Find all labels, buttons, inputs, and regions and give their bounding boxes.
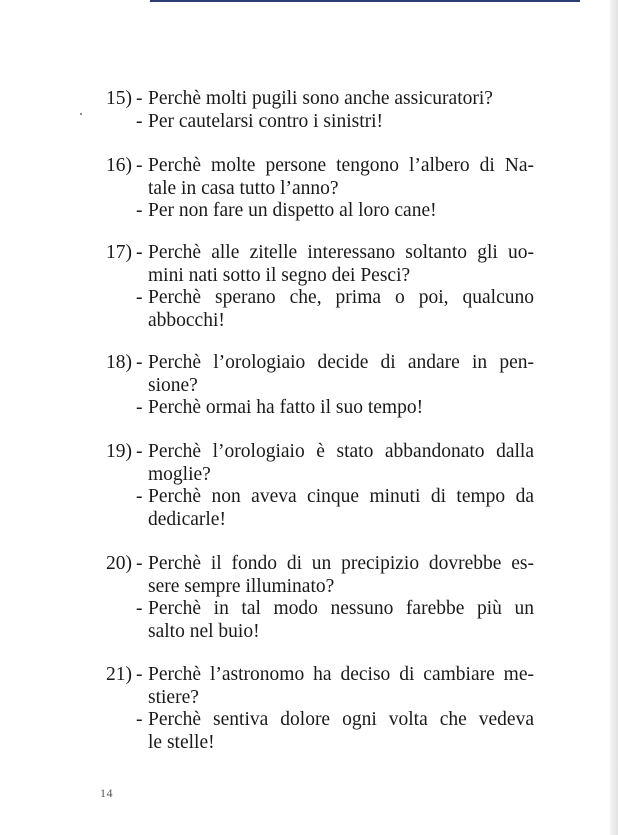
dialogue-dash: - [136,664,143,685]
dialogue-dash: - [136,88,143,109]
answer-line [96,111,536,134]
dialogue-dash: - [136,242,143,263]
question-text: Perchè il fondo di un precipizio dovrebbe es- [148,553,534,574]
dialogue-dash: - [136,110,143,132]
answer-text: Per cautelarsi contro i sinistri! [148,110,384,132]
answer-line [96,200,536,223]
dialogue-dash: - [136,200,143,221]
dialogue-dash: - [136,441,143,462]
question-line [96,265,536,288]
answer-text: Per non fare un dispetto al loro cane! [148,200,437,221]
answer-text: Perchè in tal modo nessuno farebbe più un [148,598,534,619]
joke-item [96,242,536,332]
answer-line [96,598,536,621]
question-line [96,88,536,111]
question-text: mini nati sotto il segno dei Pesci? [148,264,411,286]
question-text: Perchè molti pugili sono anche assicuratori? [148,88,493,109]
answer-text: Perchè ormai ha fatto il suo tempo! [148,397,424,418]
answer-line [96,732,536,755]
answer-text: le stelle! [148,731,215,753]
joke-number: 20) [106,553,132,574]
answer-text: Perchè non aveva cinque minuti di tempo da [148,486,534,507]
answer-line [96,397,536,420]
joke-number: 19) [106,441,132,462]
question-line [96,464,536,487]
question-line [96,687,536,710]
question-text: Perchè molte persone tengono l’albero di Na- [148,155,534,176]
question-text: tale in casa tutto l’anno? [148,177,339,199]
question-line [96,441,536,464]
joke-item [96,441,536,531]
question-line [96,375,536,398]
question-text: Perchè l’orologiaio decide di andare in pen- [148,352,534,373]
question-line [96,576,536,599]
answer-line [96,621,536,644]
question-text: stiere? [148,686,199,708]
question-line [96,553,536,576]
question-text: sere sempre illuminato? [148,575,335,597]
answer-text: abbocchi! [148,309,225,331]
dialogue-dash: - [136,352,143,373]
page-number: 14 [100,786,113,800]
joke-item [96,352,536,420]
answer-line [96,310,536,333]
joke-item [96,88,536,133]
question-line [96,178,536,201]
question-line [96,242,536,265]
joke-item [96,553,536,643]
question-line [96,352,536,375]
question-text: Perchè l’orologiaio è stato abbandonato dalla [148,441,534,462]
joke-item [96,664,536,754]
joke-number: 15) [106,88,132,109]
answer-line [96,509,536,532]
question-line [96,155,536,178]
joke-number: 18) [106,352,132,373]
joke-number: 16) [106,155,132,176]
dialogue-dash: - [136,709,143,730]
answer-line [96,287,536,310]
dialogue-dash: - [136,397,143,418]
answer-line [96,709,536,732]
dialogue-dash: - [136,287,143,308]
dialogue-dash: - [136,155,143,176]
answer-text: salto nel buio! [148,620,260,642]
dialogue-dash: - [136,486,143,507]
dialogue-dash: - [136,553,143,574]
dialogue-dash: - [136,598,143,619]
question-line [96,664,536,687]
joke-item [96,155,536,223]
answer-text: dedicarle! [148,508,226,530]
joke-number: 17) [106,242,132,263]
answer-text: Perchè sentiva dolore ogni volta che vedeva [148,709,534,730]
question-text: Perchè l’astronomo ha deciso di cambiare me- [148,664,534,685]
answer-line [96,486,536,509]
answer-text: Perchè sperano che, prima o poi, qualcuno [148,287,534,308]
question-text: moglie? [148,463,211,485]
question-text: Perchè alle zitelle interessano soltanto gli uo- [148,242,534,263]
joke-number: 21) [106,664,132,685]
question-text: sione? [148,374,198,396]
